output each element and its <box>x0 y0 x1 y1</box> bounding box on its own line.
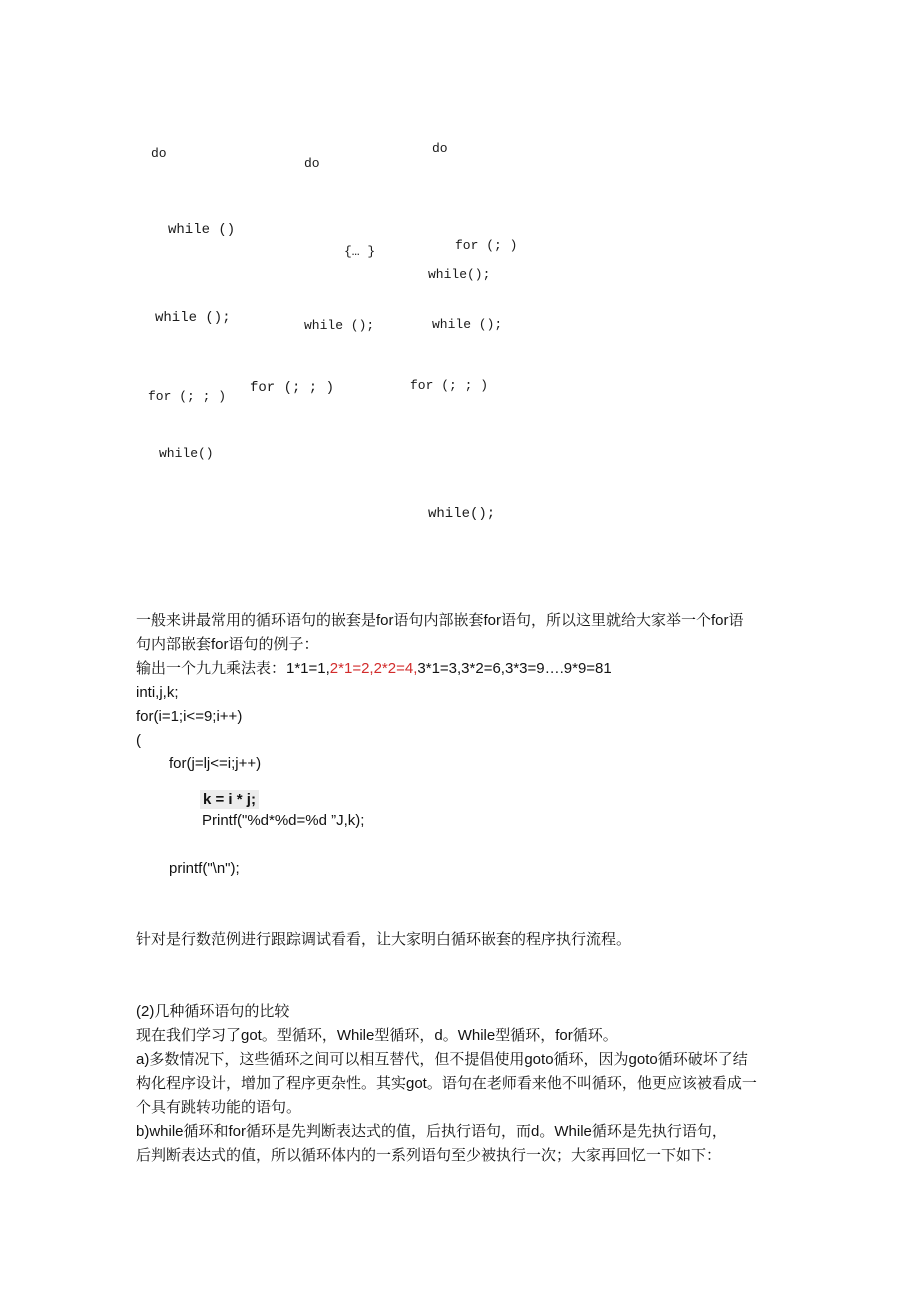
table-text-highlight: 2*1=2,2*2=4, <box>329 660 418 677</box>
section-line: 构化程序设计，增加了程序更杂性。其实got。语句在老师看来他不叫循环，他更应该被看成一 <box>136 1075 757 1092</box>
code-line: ( <box>136 732 141 749</box>
code-line: inti,j,k; <box>136 684 179 701</box>
diagram-fragment: for (; ; ) <box>148 389 227 404</box>
section-line: 现在我们学习了got。型循环，While型循环，d。While型循环，for循环。 <box>136 1027 618 1044</box>
section-title: (2)几种循环语句的比较 <box>136 1003 290 1020</box>
code-line: for(i=1;i<=9;i++) <box>136 708 243 725</box>
diagram-fragment: for (; ) <box>455 238 518 253</box>
multiplication-table-line <box>136 659 612 679</box>
code-line: Printf("%d*%d=%d ”J,k); <box>202 812 365 829</box>
diagram-fragment: do <box>432 141 448 156</box>
table-text-prefix: 输出一个九九乘法表：1*1=1, <box>136 660 330 677</box>
diagram-fragment: do <box>151 146 167 161</box>
code-line-highlighted <box>200 790 259 810</box>
intro-line: 句内部嵌套for语句的例子： <box>136 636 319 653</box>
intro-line: 一般来讲最常用的循环语句的嵌套是for语句内部嵌套for语句，所以这里就给大家举一个for语 <box>136 612 744 629</box>
diagram-fragment: {… } <box>344 244 376 259</box>
section-line: a)多数情况下，这些循环之间可以相互替代，但不提倡使用goto循环，因为goto循环破坏了结 <box>136 1051 748 1068</box>
section-line: 个具有跳转功能的语句。 <box>136 1099 302 1116</box>
diagram-fragment: for (; ; ) <box>250 380 335 396</box>
diagram-fragment: while(); <box>428 267 491 282</box>
code-line: printf("\n"); <box>169 860 240 877</box>
diagram-fragment: while (); <box>155 310 231 326</box>
section-line: b)while循环和for循环是先判断表达式的值，后执行语句，而d。While循环是先执行语句， <box>136 1123 727 1140</box>
highlighted-statement: k = i * j; <box>200 790 259 809</box>
section-line: 后判断表达式的值，所以循环体内的一系列语句至少被执行一次；大家再回忆一下如下： <box>136 1147 722 1164</box>
diagram-fragment: while(); <box>428 506 496 522</box>
diagram-fragment: do <box>304 156 320 171</box>
diagram-fragment: while () <box>168 222 236 238</box>
code-line: for(j=lj<=i;j++) <box>169 755 262 772</box>
diagram-fragment: while() <box>159 446 214 461</box>
diagram-fragment: for (; ; ) <box>410 378 489 393</box>
trace-note: 针对是行数范例进行跟踪调试看看，让大家明白循环嵌套的程序执行流程。 <box>136 931 632 948</box>
diagram-fragment: while (); <box>304 318 375 333</box>
diagram-fragment: while (); <box>432 317 503 332</box>
table-text-suffix: 3*1=3,3*2=6,3*3=9….9*9=81 <box>417 660 612 677</box>
